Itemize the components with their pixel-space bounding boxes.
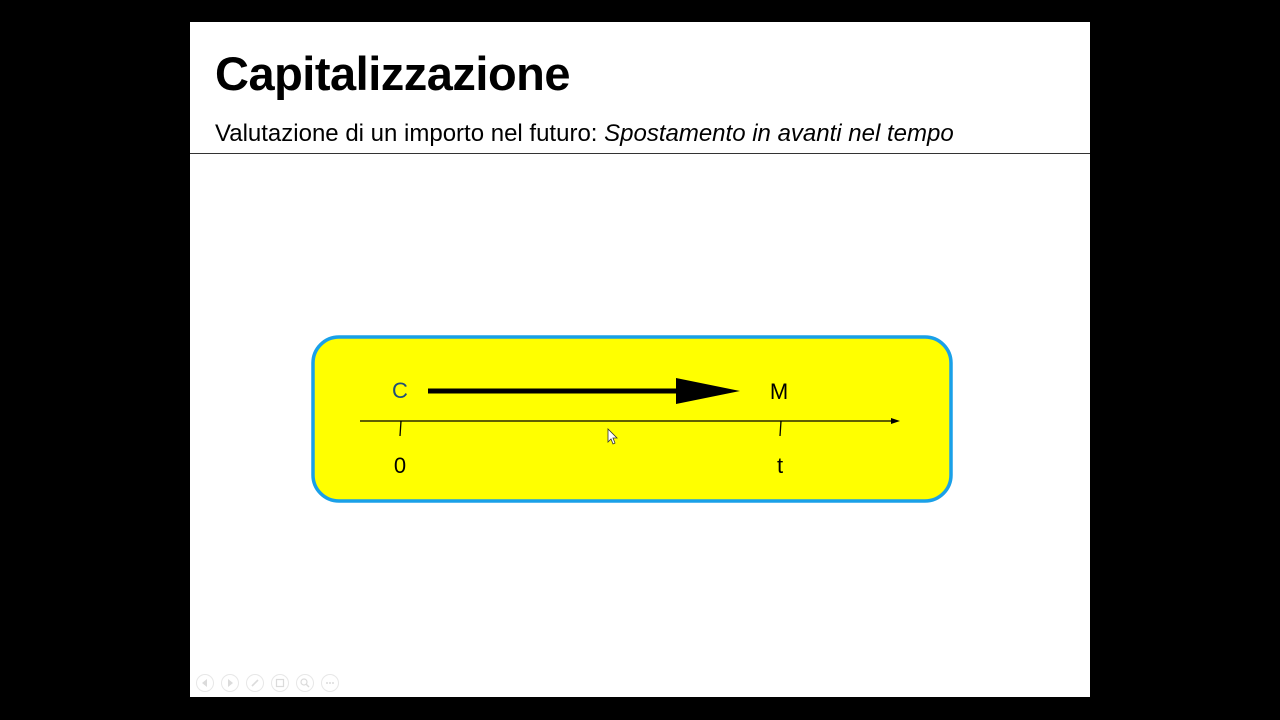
next-slide-button[interactable] — [221, 674, 239, 692]
previous-slide-button[interactable] — [196, 674, 214, 692]
pen-tool-button[interactable] — [246, 674, 264, 692]
see-all-slides-button[interactable] — [271, 674, 289, 692]
zoom-icon — [299, 677, 311, 689]
slideshow-toolbar — [196, 674, 339, 694]
slide-title: Capitalizzazione — [215, 47, 571, 100]
zoom-button[interactable] — [296, 674, 314, 692]
previous-icon — [199, 677, 211, 689]
subtitle-emphasis: Spostamento in avanti nel tempo — [604, 120, 954, 147]
tick-start-label: 0 — [393, 453, 407, 478]
slide — [190, 22, 1090, 697]
capitalization-diagram — [190, 22, 1090, 697]
subtitle-text: Valutazione di un importo nel futuro: — [215, 120, 605, 147]
next-icon — [224, 677, 236, 689]
slides-icon — [274, 677, 286, 689]
pen-icon — [249, 677, 261, 689]
more-icon — [324, 677, 336, 689]
tick-end-label: t — [776, 453, 784, 478]
end-amount-label: M — [769, 379, 789, 404]
more-options-button[interactable] — [321, 674, 339, 692]
diagram-box — [313, 337, 951, 501]
start-amount-label: C — [392, 378, 408, 403]
